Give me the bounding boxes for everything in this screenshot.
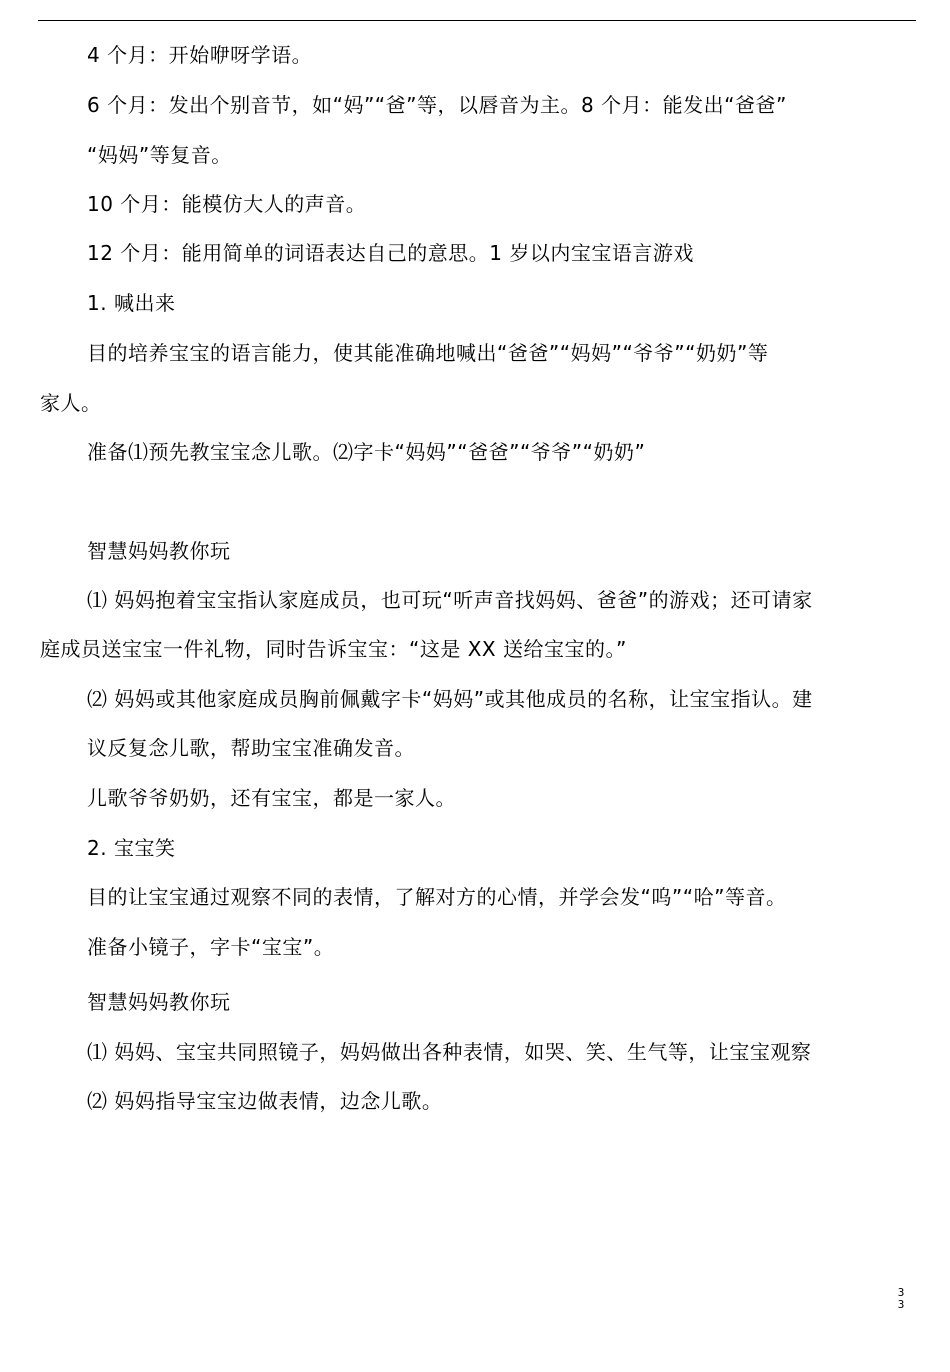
text-line: 10 个月：能模仿大人的声音。 [87, 192, 367, 216]
text-line: ⑴ 妈妈、宝宝共同照镜子，妈妈做出各种表情，如哭、笑、生气等，让宝宝观察 [87, 1040, 812, 1064]
text-line: 家人。 [40, 391, 102, 415]
text-line: 目的培养宝宝的语言能力，使其能准确地喊出“爸爸”“妈妈”“爷爷”“奶奶”等 [87, 341, 769, 365]
page-number: 33 [897, 1286, 905, 1311]
text-line: 6 个月：发出个别音节，如“妈”“爸”等，以唇音为主。8 个月：能发出“爸爸” [87, 93, 787, 117]
section-heading: 2. 宝宝笑 [87, 836, 176, 860]
header-rule [38, 20, 916, 21]
text-line: 4 个月：开始咿呀学语。 [87, 43, 313, 67]
text-line: 准备⑴预先教宝宝念儿歌。⑵字卡“妈妈”“爸爸”“爷爷”“奶奶” [87, 440, 646, 464]
text-line: 儿歌爷爷奶奶，还有宝宝，都是一家人。 [87, 786, 456, 810]
text-line: 庭成员送宝宝一件礼物，同时告诉宝宝：“这是 XX 送给宝宝的。” [40, 637, 627, 661]
text-line: 议反复念儿歌，帮助宝宝准确发音。 [87, 736, 415, 760]
text-line: ⑵ 妈妈指导宝宝边做表情，边念儿歌。 [87, 1089, 443, 1113]
text-line: ⑴ 妈妈抱着宝宝指认家庭成员，也可玩“听声音找妈妈、爸爸”的游戏；还可请家 [87, 588, 813, 612]
text-line: 准备小镜子，字卡“宝宝”。 [87, 935, 335, 959]
subsection-heading: 智慧妈妈教你玩 [87, 990, 231, 1014]
subsection-heading: 智慧妈妈教你玩 [87, 539, 231, 563]
text-line: “妈妈”等复音。 [87, 143, 232, 167]
text-line: 12 个月：能用简单的词语表达自己的意思。1 岁以内宝宝语言游戏 [87, 241, 694, 265]
text-line: 目的让宝宝通过观察不同的表情，了解对方的心情，并学会发“呜”“哈”等音。 [87, 885, 787, 909]
text-line: ⑵ 妈妈或其他家庭成员胸前佩戴字卡“妈妈”或其他成员的名称，让宝宝指认。建 [87, 687, 813, 711]
section-heading: 1. 喊出来 [87, 291, 176, 315]
